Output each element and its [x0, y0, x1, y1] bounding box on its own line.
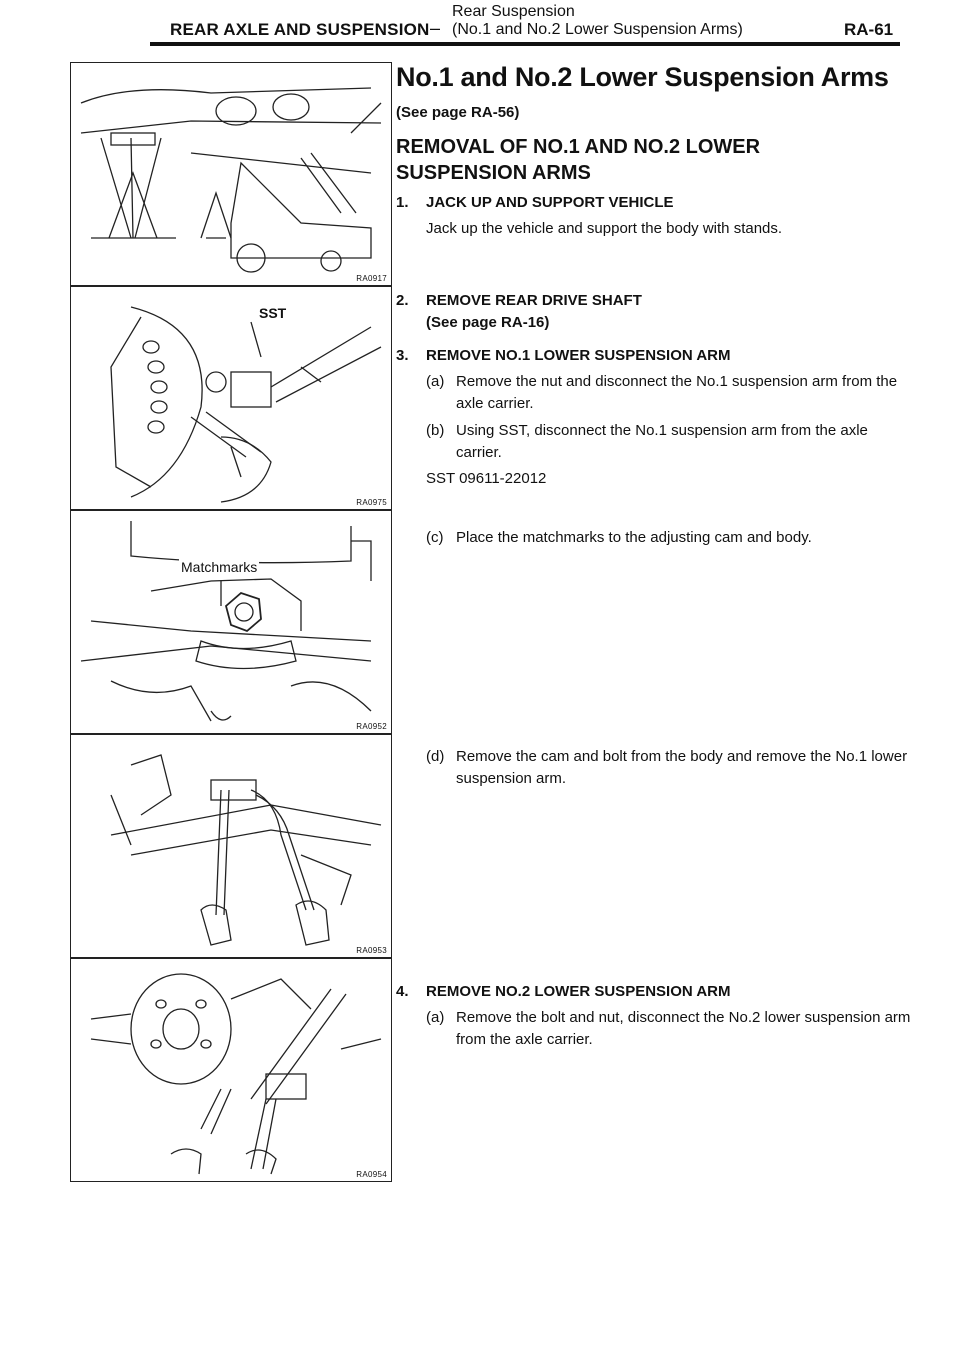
step-number: 3.	[396, 347, 409, 364]
substep-text: Remove the cam and bolt from the body and remove the No.1 lower suspension arm.	[456, 748, 908, 787]
substep-text: Place the matchmarks to the adjusting cam and body.	[456, 529, 812, 546]
header-rule	[150, 42, 900, 46]
header-dash: –	[430, 18, 441, 38]
step-1-body: Jack up the vehicle and support the body with stands.	[426, 220, 783, 237]
step-title: JACK UP AND SUPPORT VEHICLE	[426, 194, 674, 211]
subsection-title: Rear Suspension	[452, 3, 575, 20]
step-number: 4.	[396, 983, 409, 1000]
step-3c	[396, 527, 916, 549]
substep-text: Remove the nut and disconnect the No.1 suspension arm from the axle carrier.	[456, 373, 898, 412]
matchmarks-illustration	[71, 511, 391, 733]
sst-number: SST 09611-22012	[426, 470, 547, 487]
page-number: RA-61	[844, 20, 894, 39]
sst-illustration	[71, 287, 391, 509]
step-4-heading	[396, 983, 916, 1003]
figure-code: RA0952	[356, 722, 387, 731]
step-3a	[396, 371, 916, 415]
cam-removal-illustration	[71, 735, 391, 957]
step-4a	[396, 1007, 916, 1051]
step-2-heading	[396, 292, 916, 312]
step-title: REMOVE NO.1 LOWER SUSPENSION ARM	[426, 347, 731, 364]
figure-matchmarks	[70, 510, 392, 734]
page-header	[0, 0, 960, 50]
removal-heading: REMOVAL OF NO.1 AND NO.2 LOWER SUSPENSION ARMS	[396, 136, 761, 184]
step-number: 1.	[396, 194, 409, 211]
no2-arm-illustration	[71, 959, 391, 1181]
substep-number: (b)	[426, 422, 445, 439]
substep-number: (c)	[426, 529, 444, 546]
step-title: REMOVE REAR DRIVE SHAFT	[426, 292, 642, 309]
step-2-note: (See page RA-16)	[426, 314, 550, 331]
step-3-heading	[396, 347, 916, 367]
figure-no2-arm	[70, 958, 392, 1182]
section-title: REAR AXLE AND SUSPENSION	[170, 20, 430, 39]
see-page-reference: (See page RA-56)	[396, 104, 520, 121]
subsection-detail: (No.1 and No.2 Lower Suspension Arms)	[452, 21, 743, 38]
figure-remove-cam	[70, 734, 392, 958]
step-title: REMOVE NO.2 LOWER SUSPENSION ARM	[426, 983, 731, 1000]
matchmarks-label: Matchmarks	[181, 559, 258, 575]
substep-number: (a)	[426, 1009, 445, 1026]
figure-code: RA0953	[356, 946, 387, 955]
figure-jack-and-stands	[70, 62, 392, 286]
substep-text: Using SST, disconnect the No.1 suspension arm from the axle carrier.	[456, 422, 868, 461]
page-title: No.1 and No.2 Lower Suspension Arms	[396, 62, 889, 92]
step-1-heading	[396, 194, 916, 214]
figure-code: RA0917	[356, 274, 387, 283]
step-3b	[396, 420, 916, 464]
sst-label: SST	[259, 305, 287, 321]
substep-number: (a)	[426, 373, 445, 390]
jack-stand-illustration	[71, 63, 391, 285]
figure-sst	[70, 286, 392, 510]
figure-code: RA0975	[356, 498, 387, 507]
step-number: 2.	[396, 292, 409, 309]
substep-text: Remove the bolt and nut, disconnect the No.2 lower suspension arm from the axle carrier.	[456, 1009, 911, 1048]
step-3d	[396, 746, 916, 790]
substep-number: (d)	[426, 748, 445, 765]
figure-code: RA0954	[356, 1170, 387, 1179]
